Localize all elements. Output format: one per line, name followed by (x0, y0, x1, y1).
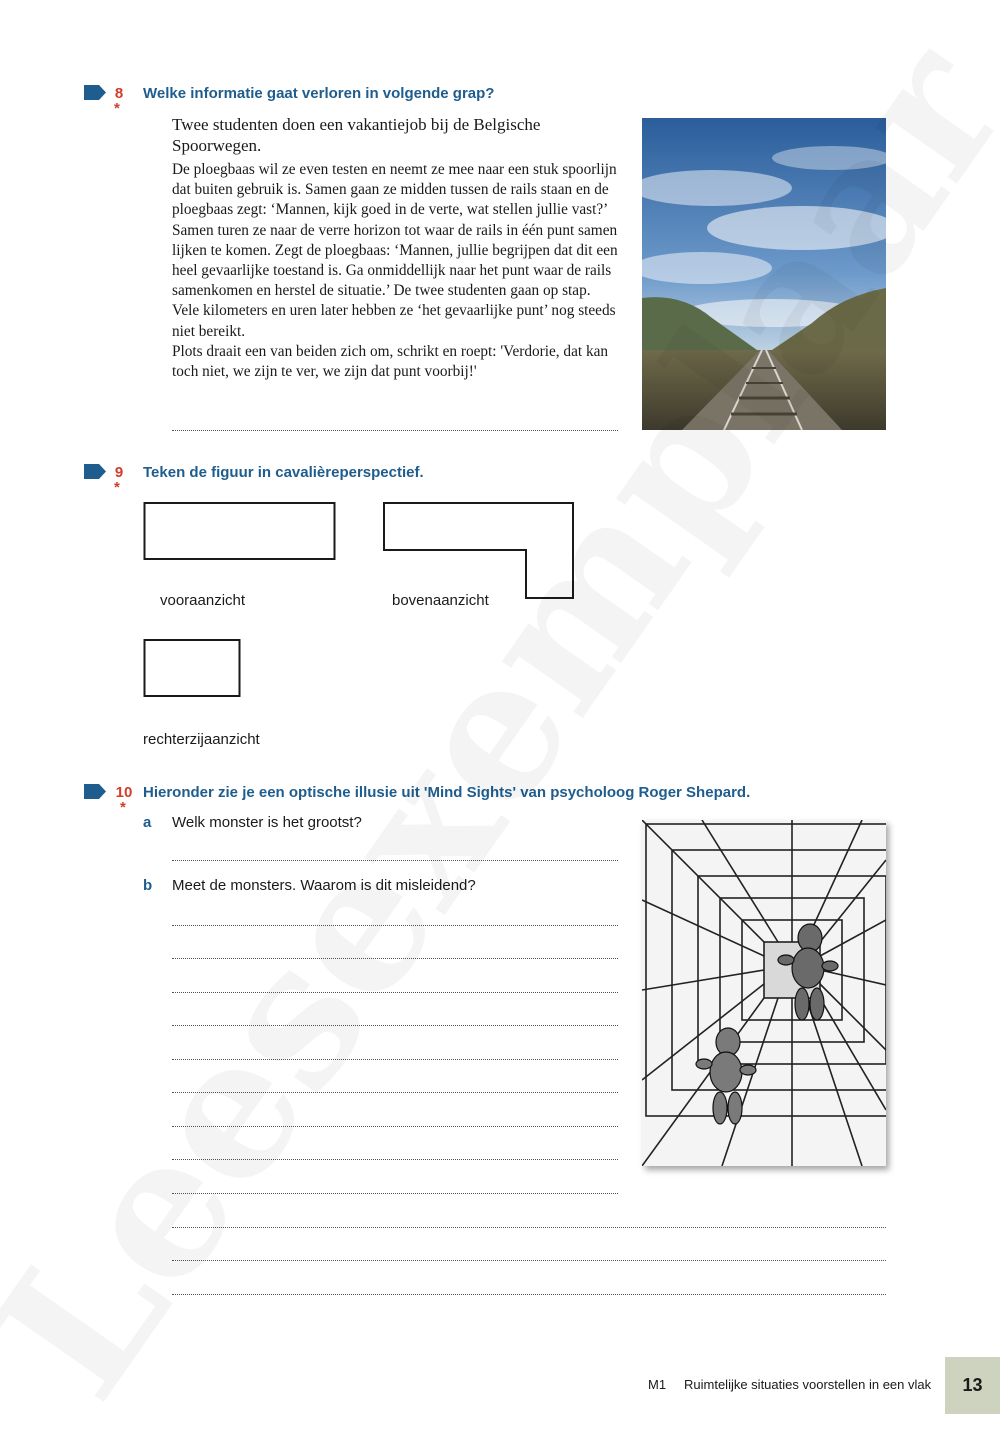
answer-line[interactable] (172, 430, 618, 431)
joke-ending: Plots draait een van beiden zich om, schrikt en roept: 'Verdorie, dat kan toch niet, we zijn te ver, we zijn dat punt voorbij!' (172, 342, 609, 381)
front-view-label: vooraanzicht (160, 592, 246, 609)
answer-line[interactable] (172, 1260, 886, 1261)
joke-lead: Twee studenten doen een vakantiejob bij de Belgische Spoorwegen. (172, 115, 541, 155)
footer-chapter: Ruimtelijke situaties voorstellen in een vlak (684, 1377, 932, 1392)
subquestion-letter: a (143, 814, 152, 831)
answer-line[interactable] (172, 1193, 618, 1194)
difficulty-star: * (120, 799, 126, 816)
answer-line[interactable] (172, 1159, 618, 1160)
question-marker-icon (84, 464, 106, 479)
page-number (945, 1357, 1000, 1414)
front-view-shape (145, 503, 335, 559)
difficulty-star: * (114, 479, 120, 496)
top-view-label: bovenaanzicht (392, 592, 489, 609)
answer-line[interactable] (172, 992, 618, 993)
answer-line[interactable] (172, 1294, 886, 1295)
subquestion-text: Meet de monsters. Waarom is dit misleidend? (172, 877, 476, 894)
right-view-label: rechterzijaanzicht (143, 731, 260, 748)
subquestion-text: Welk monster is het grootst? (172, 814, 362, 831)
question-marker-icon (84, 784, 106, 799)
answer-line[interactable] (172, 1059, 618, 1060)
question-marker-icon (84, 85, 106, 100)
page-number-text: 13 (962, 1375, 983, 1395)
answer-line[interactable] (172, 958, 618, 959)
answer-line[interactable] (172, 925, 618, 926)
answer-line[interactable] (172, 1126, 618, 1127)
question-number: 10 (115, 784, 133, 801)
question-number: 9 (114, 464, 124, 481)
joke-text (172, 114, 620, 382)
answer-line[interactable] (172, 1025, 618, 1026)
question-title: Welke informatie gaat verloren in volgende grap? (143, 85, 495, 102)
top-view-shape (384, 503, 573, 598)
question-title: Hieronder zie je een optische illusie uit 'Mind Sights' van psycholoog Roger Shepard. (143, 784, 751, 801)
answer-line[interactable] (172, 860, 618, 861)
question-title: Teken de figuur in cavalièreperspectief. (143, 464, 424, 481)
right-view-shape (145, 640, 240, 696)
joke-story: De ploegbaas wil ze even testen en neemt ze mee naar een stuk spoorlijn dat buiten gebruik is. Samen gaan ze midden tussen de rails staan en de ploegbaas zegt: ‘Mannen, kijk goed in de verte, wat stellen jullie vast?’ Samen turen ze naar de verre horizon tot waar de rails in één punt samen lijken te komen. Zegt de ploegbaas: ‘Mannen, jullie begrijpen dat dit een heel gevaarlijke toestand is. Ga onmiddellijk naar het punt waar de rails samenkomen en herstel de situatie.’ De twee studenten gaan op stap. Vele kilometers en uren later hebben ze ‘het gevaarlijke punt’ nog steeds niet bereikt. (172, 161, 618, 340)
footer-module: M1 (648, 1377, 667, 1392)
monster-tunnel-illusion (642, 820, 886, 1166)
railway-photo (642, 118, 886, 430)
question-number: 8 (114, 85, 124, 102)
answer-line[interactable] (172, 1092, 618, 1093)
subquestion-letter: b (143, 877, 153, 894)
difficulty-star: * (114, 100, 120, 117)
answer-line[interactable] (172, 1227, 886, 1228)
